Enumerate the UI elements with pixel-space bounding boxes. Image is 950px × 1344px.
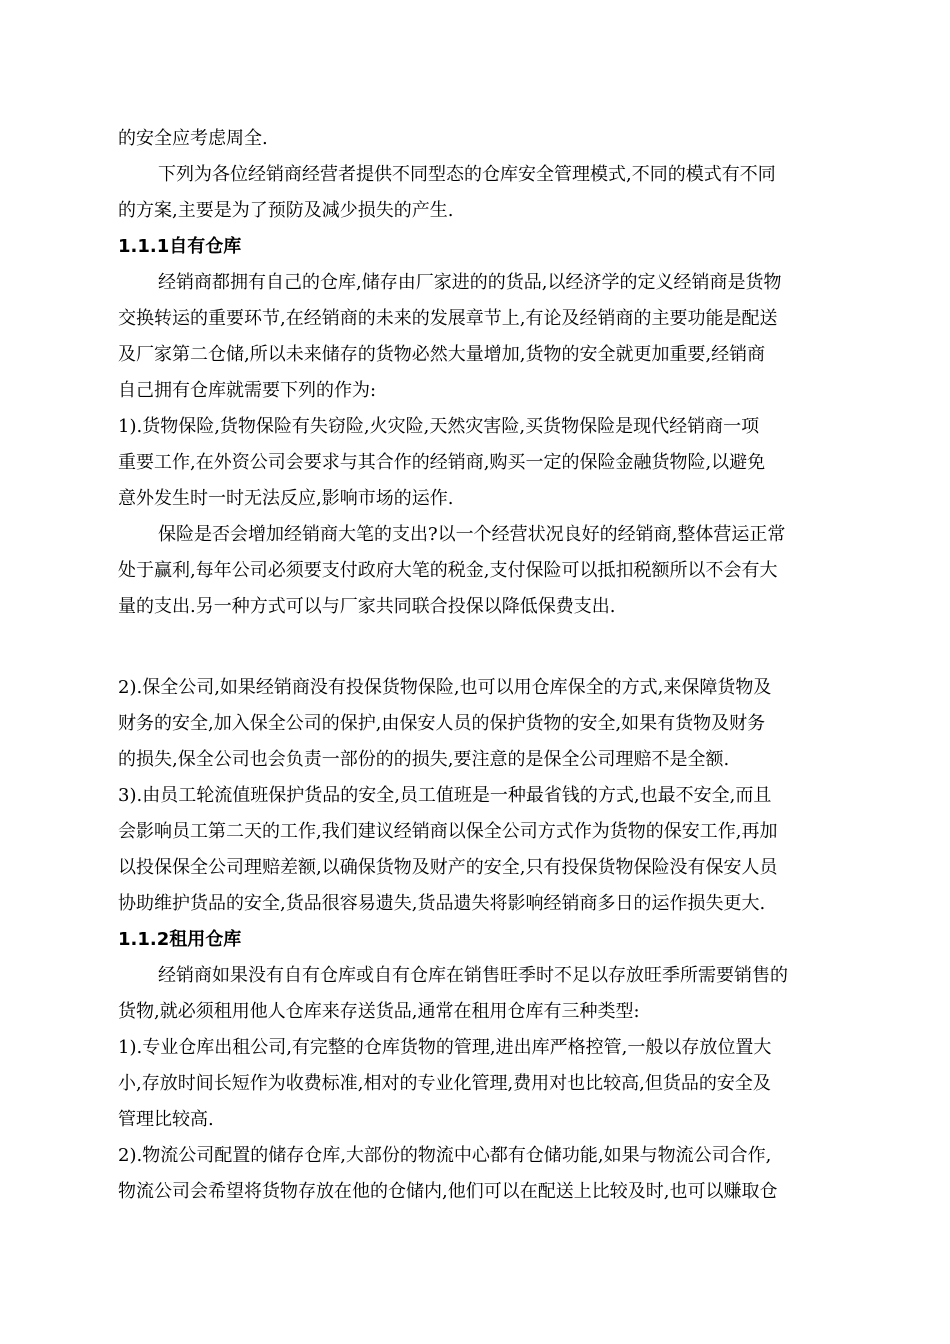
text-line: 管理比较高.	[118, 1109, 214, 1130]
text-line: 的安全应考虑周全.	[118, 128, 268, 149]
text-line: 的方案,主要是为了预防及减少损失的产生.	[118, 200, 454, 221]
list-item-1: 1).货物保险,货物保险有失窃险,火灾险,天然灾害险,买货物保险是现代经销商一项	[118, 416, 760, 437]
paragraph-first-line: 经销商都拥有自己的仓库,储存由厂家进的的货品,以经济学的定义经销商是货物	[158, 272, 782, 293]
paragraph-first-line: 经销商如果没有自有仓库或自有仓库在销售旺季时不足以存放旺季所需要销售的	[158, 965, 788, 986]
text-line: 财务的安全,加入保全公司的保护,由保安人员的保护货物的安全,如果有货物及财务	[118, 713, 766, 734]
text-line: 意外发生时一时无法反应,影响市场的运作.	[118, 488, 454, 509]
text-line: 以投保保全公司理赔差额,以确保货物及财产的安全,只有投保货物保险没有保安人员	[118, 857, 778, 878]
list-item-2: 2).保全公司,如果经销商没有投保货物保险,也可以用仓库保全的方式,来保障货物及	[118, 677, 772, 698]
text-line: 小,存放时间长短作为收费标准,相对的专业化管理,费用对也比较高,但货品的安全及	[118, 1073, 771, 1094]
text-line: 货物,就必须租用他人仓库来存送货品,通常在租用仓库有三种类型:	[118, 1001, 640, 1022]
text-line: 处于赢利,每年公司必须要支付政府大笔的税金,支付保险可以抵扣税额所以不会有大	[118, 560, 778, 581]
text-line: 量的支出.另一种方式可以与厂家共同联合投保以降低保费支出.	[118, 596, 616, 617]
text-line: 重要工作,在外资公司会要求与其合作的经销商,购买一定的保险金融货物险,以避免	[118, 452, 766, 473]
section-heading-1-1-1: 1.1.1自有仓库	[118, 236, 242, 257]
paragraph-first-line: 下列为各位经销商经营者提供不同型态的仓库安全管理模式,不同的模式有不同	[158, 164, 776, 185]
section-heading-1-1-2: 1.1.2租用仓库	[118, 929, 242, 950]
text-line: 协助维护货品的安全,货品很容易遗失,货品遗失将影响经销商多日的运作损失更大.	[118, 893, 766, 914]
list-item-2: 2).物流公司配置的储存仓库,大部份的物流中心都有仓储功能,如果与物流公司合作,	[118, 1145, 772, 1166]
text-line: 及厂家第二仓储,所以未来储存的货物必然大量增加,货物的安全就更加重要,经销商	[118, 344, 766, 365]
list-item-3: 3).由员工轮流值班保护货品的安全,员工值班是一种最省钱的方式,也最不安全,而且	[118, 785, 772, 806]
paragraph-first-line: 保险是否会增加经销商大笔的支出?以一个经营状况良好的经销商,整体营运正常	[158, 524, 786, 545]
list-item-1: 1).专业仓库出租公司,有完整的仓库货物的管理,进出库严格控管,一般以存放位置大	[118, 1037, 772, 1058]
text-line: 物流公司会希望将货物存放在他的仓储内,他们可以在配送上比较及时,也可以赚取仓	[118, 1181, 778, 1202]
text-line: 交换转运的重要环节,在经销商的未来的发展章节上,有论及经销商的主要功能是配送	[118, 308, 778, 329]
text-line: 会影响员工第二天的工作,我们建议经销商以保全公司方式作为货物的保安工作,再加	[118, 821, 778, 842]
text-line: 自己拥有仓库就需要下列的作为:	[118, 380, 377, 401]
text-line: 的损失,保全公司也会负责一部份的的损失,要注意的是保全公司理赔不是全额.	[118, 749, 730, 770]
